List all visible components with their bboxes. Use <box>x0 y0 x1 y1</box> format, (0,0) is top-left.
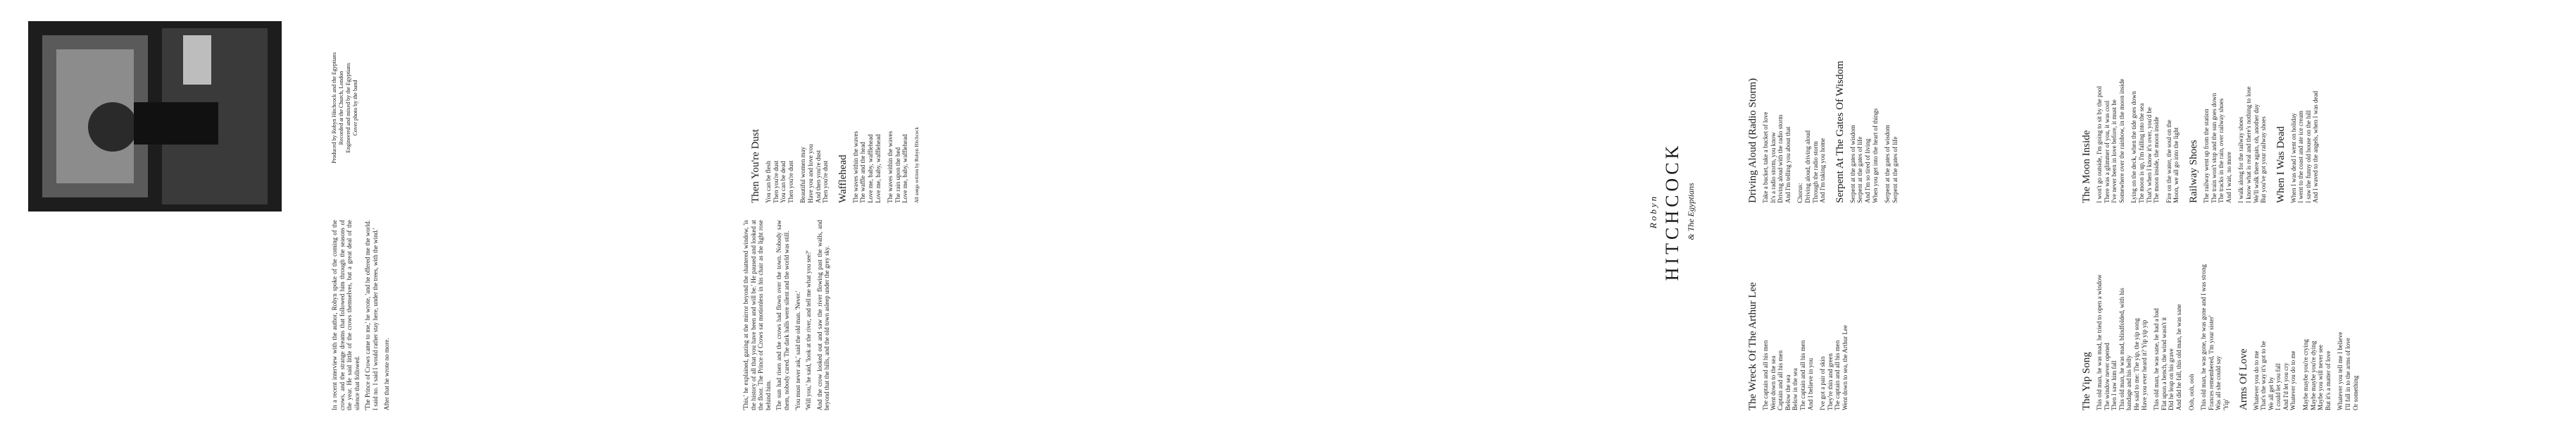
lyric-verse: When I was dead I went on holiday I went to the coast and ate ice cream I saw the funny old house on the hill And I waved to the angels, when I was dead <box>2289 91 2320 203</box>
lyric-verse: Chorus: Driving aloud, driving aloud Through the radio storm And I'm taking you home <box>1796 130 1827 203</box>
lyric-verse: This old man, he was sane, he had a bad Flat upon a bench, the wind wasn't it Did he leap on his grave And did he fall, this old man, he was sane <box>2153 304 2182 410</box>
lyric-verse: I walk along for the railway shoes I know what is real and there's nothing to lose We'll walk there again, oh, another day But you've got your railway shoes <box>2237 86 2268 203</box>
lyric-verse: The waves within the waves The waffle and the head Love me, baby, wafflehead Love me, baby, wafflehead <box>851 131 882 203</box>
lyric-verse: Serpent at the gates of wisdom Serpent at the gates of life <box>1884 125 1899 203</box>
lyric-verse: You can be flesh Then you're dust You can be dead Then you're dust <box>765 160 794 203</box>
song-title: Serpent At The Gates Of Wisdom <box>1834 61 1846 203</box>
lyric-verse: Maybe maybe you're crying Maybe maybe you're dying Maybe you will never see But it's a matter of love <box>2302 339 2332 410</box>
lyric-verse: Whatever you tell me I believe I'll fall in to the arms of love Or something <box>2337 331 2359 410</box>
prose-column <box>331 220 394 410</box>
booklet-panel-3 <box>732 0 1408 423</box>
songwriter-credit: All songs written by Robyn Hitchcock <box>913 127 920 203</box>
lyrics-column-left <box>2073 220 2364 410</box>
prose-paragraph: The sun had risen and the crows had flown over the town. Nobody saw them, nobody cared. The dark halls were silent and the world was still. <box>775 220 790 410</box>
lyrics-column-left <box>1739 220 1854 410</box>
lyric-verse: Beautiful women may Have you and love you And then you're dust Then you're dust <box>799 144 830 203</box>
lyric-verse: Take a bucket, take a bucket of love It's a radio storm, you know Driving aloud with the radio storm And I'm telling you about that <box>1762 111 1792 203</box>
lyric-verse: I won't go outside, I'm going to sit by the pool There was a glimmer of you, it was cool I've never been in love before, it must be Somewhere over the rainbow, in the moon inside <box>2096 78 2125 203</box>
song-title: When I Was Dead <box>2275 126 2287 203</box>
lyric-verse: Ooh, ooh, ooh <box>2187 374 2195 410</box>
lyric-verse: Fire on the water, the soul on the Moon, we all go into the light <box>2165 119 2180 203</box>
song-title: Driving Aloud (Radio Storm) <box>1747 78 1758 203</box>
lyric-verse: The railway went up from the station The train won't stop and the sun goes down The tracks in the rain, over railway shoes And I wait, no more <box>2202 92 2232 203</box>
credit-line: Produced by Robyn Hitchcock and the Egyptians <box>331 52 337 164</box>
lyric-verse: The waves within the waves The rain upon the bed Love me, baby, wafflehead <box>887 131 909 203</box>
prose-paragraph: And the crow looked out and saw the river flowing past the walls, and beyond that the hills, and the old town asleep under the grey sky. <box>815 220 831 410</box>
artist-last-name: HITCHCOCK <box>1662 142 1682 281</box>
artist-first-name: Robyn <box>1648 194 1658 229</box>
photo-image <box>28 21 282 212</box>
song-title: Then You're Dust <box>750 129 761 203</box>
lyrics-column-right <box>742 13 920 203</box>
song-title: Arms Of Love <box>2237 348 2249 410</box>
lyric-verse: This old man, he was mad, he tried to open a window The window never opened Then I saw him fall This old man, he was mad, blindfolded, with his bandage and his belly He said to me: The yip, the yip song Have you ever heard it? Yip yip yip <box>2096 274 2148 410</box>
prose-paragraph: 'You must never ask,' said the old man. 'Never.' <box>794 290 801 410</box>
lyric-verse: I've got a pair of skin They're thin and green The captain and all his men Went down to sea, the Arthur Lee <box>1819 325 1849 410</box>
credit-line: Recorded at the Church, London <box>338 70 344 145</box>
song-title: The Moon Inside <box>2081 130 2092 203</box>
booklet-panel-2 <box>1408 0 2063 423</box>
booklet-panel-4 <box>0 0 732 423</box>
prose-column <box>742 220 834 410</box>
lyric-verse: This old man, he was gone, he was gone and I was strong Frances remembered, 'I'm your sister' Was all she could say 'Yip' <box>2200 264 2230 410</box>
prose-paragraph: In a recent interview with the author, Robyn spoke of the coming of the crows, and the strange dreams that followed him through the seasons of the year. He said little of the crows themselves, but a great deal of the silence that followed. <box>331 220 361 410</box>
prose-paragraph: 'The Prince of Crows came to me,' he wrote, 'and he offered me the world. I said no. I said I would rather stay here, under the trees, with the wind.' <box>364 220 379 410</box>
album-title-block <box>1648 0 1696 423</box>
lyrics-column-right <box>1739 13 1903 203</box>
song-title: The Yip Song <box>2081 352 2092 410</box>
lyrics-column-right <box>2073 13 2325 203</box>
song-title: The Wreck Of The Arthur Lee <box>1747 282 1758 410</box>
band-photo <box>28 21 282 212</box>
credit-line: Engineered and mixed by the Egyptians <box>345 63 351 153</box>
lyric-verse: Whatever you do to me That's the way it's got to be We all get by I could let you fall And I'd let you cry Whatever you do to me <box>2252 341 2297 410</box>
prose-paragraph: 'This,' he explained, gazing at the mirror beyond the shattered window, 'is the history of all that you have been and will be.' He paused and looked at the floor. The Prince of Crows sat motionless in his chair as the light rose behind him. <box>742 220 772 410</box>
song-title: Railway Shoes <box>2187 140 2199 203</box>
band-name: & The Egyptians <box>1686 183 1696 240</box>
prose-paragraph: 'Will you,' he said, 'look at the river, and tell me what you see?' <box>805 250 813 410</box>
credit-line: Cover photo by the band <box>352 80 358 136</box>
booklet-panel-1 <box>2063 0 2576 423</box>
prose-paragraph: After that he wrote no more. <box>382 338 390 410</box>
credits-column <box>331 13 359 203</box>
song-title: Wafflehead <box>837 154 849 203</box>
lyric-verse: Serpent at the gates of wisdom Serpent at the gates of life And I'm so tired of living When you get into the heart of things <box>1849 108 1879 203</box>
lyric-verse: The captain and all his men Went down to the sea Captain and all his men Below the sea Below in the sea The captain and all his men And I believe in you <box>1762 340 1814 410</box>
lyric-verse: Lying on the deck, when the tide goes down The moon is up, I'm falling into the sea That's when I know it's over, you'd be The moon inside, the moon inside <box>2130 91 2161 203</box>
